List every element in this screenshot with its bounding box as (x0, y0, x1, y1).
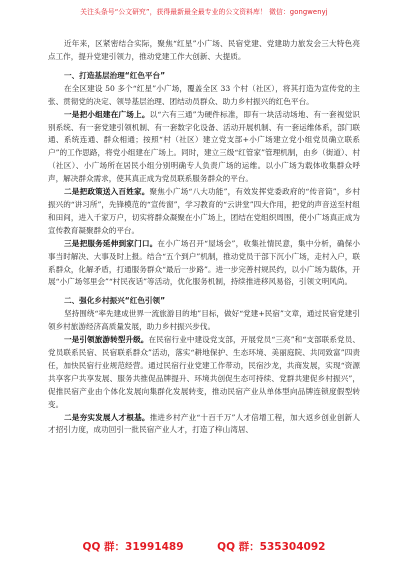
section1-item2 (48, 186, 360, 238)
section2-item1-text: 在民宿行业中建设党支部，开展党员“三亮”和“支部联系党员、党员联系民宿、民宿联系群众”活动，落实“耕地保护、生态环境、美丽庭院、共同致富”四责任，加快民宿行业规范经营。通过民宿行业党建工作带动，民宿沙龙，共商发展，实现“资源共享客户共享发展、服务共推促品牌提升、环境共创促生态可持续、党群共建促乡村振兴”，促推民宿产业由个体化发展向集群化发展转变，推动民宿产业从单体型向品牌连锁度假型转变。 (48, 335, 360, 409)
intro-paragraph: 近年来，区紧密结合实际，聚焦“红星”小广场、民宿党建、党建助力旅发会三大特色亮点工作，提升党建引领力，推动党建工作大创新、大提质。 (48, 39, 360, 61)
section1-item2-text: 聚焦小广场“八大功能”，有效发挥党委政府的“传音筒”，乡村振兴的“讲习所”，先锋模范的“宣传窗”，学习教育的“云讲堂”四大作用，把党的声音送至村组和田间，进入千家万户，切实将群众凝聚在小广场上，团结在党组织周围，使小广场真正成为宣传教育凝聚群众的平台。 (48, 187, 360, 235)
section2-item2-lead: 二是夯实发展人才根基。 (64, 412, 150, 422)
section1-item3-lead: 三是把服务延伸到家门口。 (64, 238, 158, 248)
document-body (48, 38, 360, 437)
section2-item2 (48, 412, 360, 438)
section2-item1-lead: 一是引领旅游转型升级。 (64, 335, 149, 345)
section2-title: 二、强化乡村振兴“红色引领” (64, 296, 166, 306)
section1-item3-text: 在小广场召开“屋场会”，收集社情民意，集中分析，确保小事当时解决、大事及时上报。结合“五个到户”机制，推动党员干部下沉小广场，走村入户，联系群众，化解矛盾，打通服务群众“最后一步路”。进一步完善村规民约，以小广场为载体，开展“小广场邻里会”“村民夜话”等活动，优化服务机制，持续推进移风易俗，引领文明风尚。 (48, 238, 360, 287)
section2-item1 (48, 334, 360, 411)
footer-qq2: QQ 群：535304092 (217, 541, 326, 553)
section2-item2-text: 推进乡村产业“十百千万”人才倍增工程，加大返乡创业创新人才招引力度，成功回引一批民宿产业人才，打造了梓山湾居、 (48, 412, 361, 435)
section1-item1-lead: 一是把小组建在广场上。 (64, 109, 150, 119)
section2-paragraph: 坚持围绕“率先建成世界一流旅游目的地”目标，做好“党建+民宿”文章，通过民宿党建引领乡村旅游经济高质量发展，助力乡村振兴步伐。 (48, 309, 360, 332)
footer-contacts (0, 539, 408, 554)
header-banner: 关注头条号“公文研究”，获得最新最全最专业的公文资料库！ 微信：gongwenyj (80, 8, 328, 16)
section1-paragraph: 在全区建设 50 多个“红星”小广场，覆盖全区 33 个村（社区），将其打造为宣传党的主张、贯彻党的决定、领导基层治理、团结动员群众、助力乡村振兴的红色平台。 (48, 83, 360, 106)
footer-qq1: QQ 群：31991489 (82, 541, 184, 553)
section1-item3 (48, 238, 360, 290)
section1-item1 (48, 109, 360, 186)
section1-item2-lead: 二是把政策送入百姓家。 (64, 187, 150, 197)
section1-title: 一、打造基层治理“红色平台” (64, 70, 166, 80)
section1-item1-text: 以“六有三通”为硬件标准，即有一块活动场地、有一套视觉识别系统、有一套党建引领机制、有一套数字化设备、活动开展机制、有一套运维体系，部门联通、系统连通、群众相通；按照“村（社区）建立党支部+小广场建立党小组党员确立联系户”的工作思路，将党小组建在广场上。同时，建立三级“红管家”管理机制，由乡（街道）、村（社区）、小广场所在居民小组分别明确专人负责广场的运维。以小广场为载体收集群众呼声，解决群众需求，使其真正成为党员联系服务群众的平台。 (48, 109, 361, 184)
